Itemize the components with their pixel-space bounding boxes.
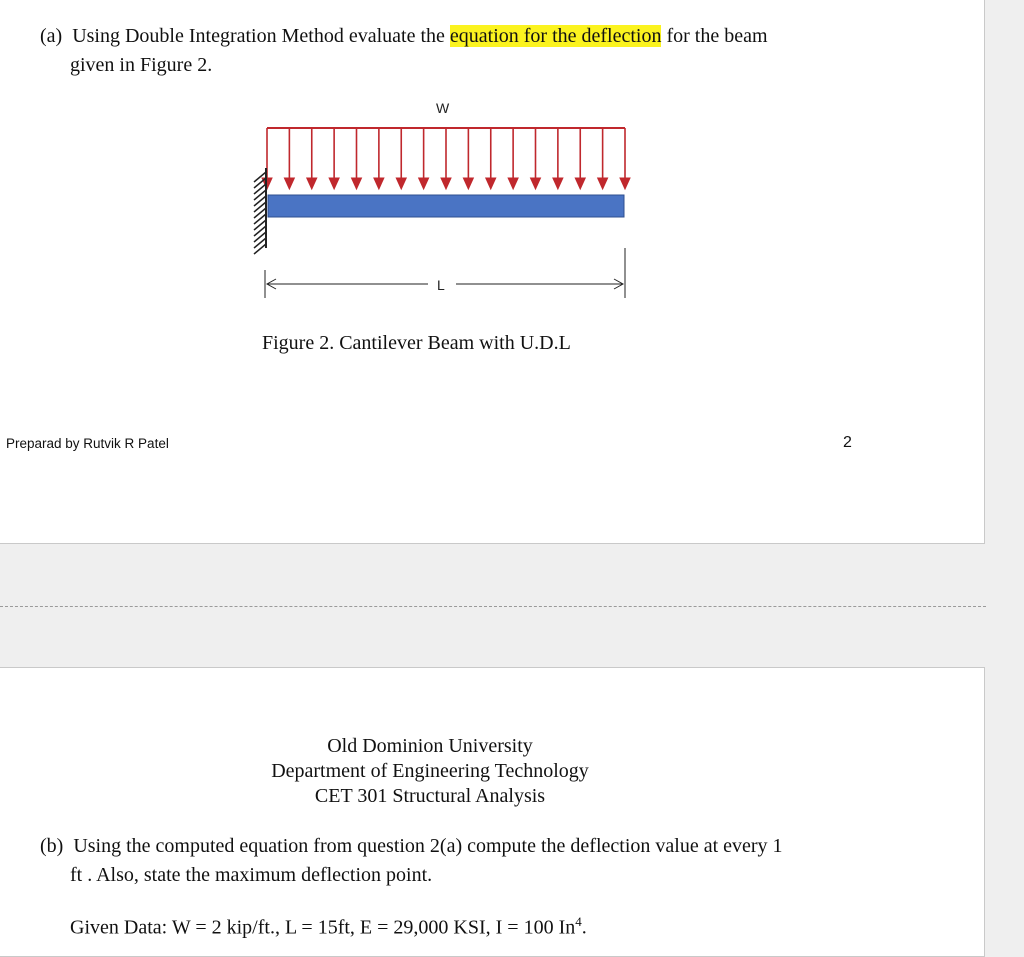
question-b-text: Using the computed equation from question 2(a) compute the deflection value at every 1 [73,835,783,857]
support-hatch-line [254,232,266,242]
load-arrow [508,128,518,189]
question-b-line-2: ft . Also, state the maximum deflection point. [70,864,433,886]
distributed-load [262,128,630,189]
support-hatch-line [254,244,266,254]
question-b-prefix: (b) [40,835,64,857]
load-arrow [531,128,541,189]
support-hatch-line [254,238,266,248]
length-label: L [437,277,445,293]
load-arrow [441,128,451,189]
support-hatch-line [254,202,266,212]
load-arrow [575,128,585,189]
support-hatch-line [254,196,266,206]
support-hatch-line [254,214,266,224]
support-hatch-line [254,226,266,236]
load-arrow [553,128,563,189]
load-arrow [620,128,630,189]
load-arrow [329,128,339,189]
document-header [230,734,630,809]
question-a-text-after: for the beam [661,25,768,47]
author-footer: Preparad by Rutvik R Patel [6,436,169,451]
question-b-line-1 [40,832,783,861]
department-name: Department of Engineering Technology [271,760,589,782]
university-name: Old Dominion University [327,735,533,757]
load-arrow [374,128,384,189]
load-arrow [419,128,429,189]
support-hatch-line [254,220,266,230]
support-hatch-line [254,184,266,194]
load-arrow [486,128,496,189]
question-a-line-2: given in Figure 2. [70,54,213,76]
figure-caption: Figure 2. Cantilever Beam with U.D.L [262,332,571,354]
load-arrow [307,128,317,189]
load-arrow [396,128,406,189]
support-hatch-line [254,190,266,200]
load-label: W [436,100,450,116]
given-data-text: Given Data: W = 2 kip/ft., L = 15ft, E = 29,000 KSI, I = 100 In [70,916,576,939]
support-hatch-line [254,208,266,218]
length-dimension [265,248,625,298]
course-name: CET 301 Structural Analysis [314,785,546,807]
load-arrow [598,128,608,189]
question-a-prefix: (a) [40,25,63,47]
given-data-end: . [581,916,587,939]
page-number: 2 [843,434,852,451]
highlighted-text: equation for the deflection [449,25,662,47]
given-data-superscript: 4 [575,914,582,929]
beam [268,195,624,217]
question-a-text-before: Using Double Integration Method evaluate the [72,25,450,47]
given-data [70,907,587,943]
load-arrow [463,128,473,189]
load-arrow [284,128,294,189]
load-arrow [352,128,362,189]
